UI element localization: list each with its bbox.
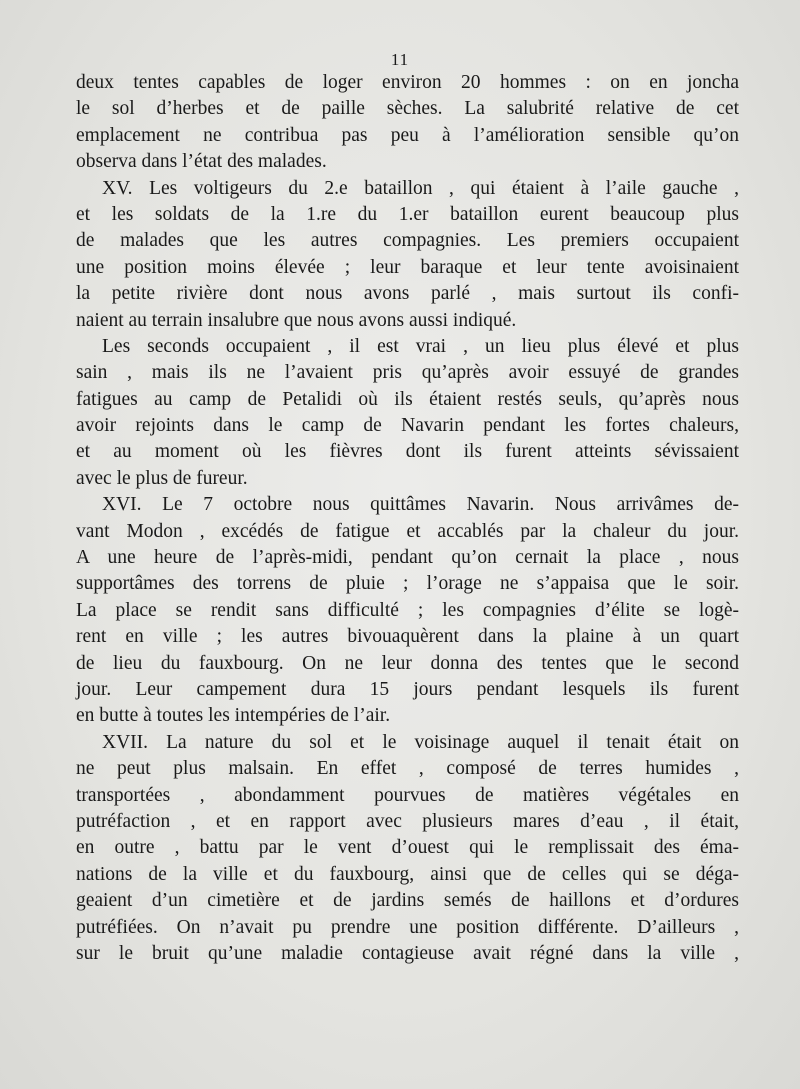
text-line: le sol d’herbes et de paille sèches. La salubrité relative de cet bbox=[76, 98, 739, 120]
text-line: emplacement ne contribua pas peu à l’amélioration sensible qu’on bbox=[76, 124, 739, 146]
text-line: une position moins élevée ; leur baraque et leur tente avoisinaient bbox=[76, 256, 739, 278]
text-line: supportâmes des torrens de pluie ; l’orage ne s’appaisa que le soir. bbox=[76, 573, 739, 595]
text-line: sain , mais ils ne l’avaient pris qu’après avoir essuyé de grandes bbox=[76, 362, 739, 384]
text-line: vant Modon , excédés de fatigue et accablés par la chaleur du jour. bbox=[76, 520, 739, 542]
text-line: ne peut plus malsain. En effet , composé de terres humides , bbox=[76, 758, 739, 780]
text-line: jour. Leur campement dura 15 jours pendant lesquels ils furent bbox=[76, 678, 739, 700]
text-line: transportées , abondamment pourvues de matières végétales en bbox=[76, 784, 739, 806]
text-line: observa dans l’état des malades. bbox=[76, 151, 327, 173]
text-line: geaient d’un cimetière et de jardins semés de haillons et d’ordures bbox=[76, 890, 739, 912]
text-line: nations de la ville et du fauxbourg, ainsi que de celles qui se déga- bbox=[76, 863, 739, 885]
section-heading-line: XVII. La nature du sol et le voisinage auquel il tenait était on bbox=[102, 731, 739, 753]
paragraph-start-line: Les seconds occupaient , il est vrai , un lieu plus élevé et plus bbox=[102, 335, 739, 357]
text-line: et au moment où les fièvres dont ils furent atteints sévissaient bbox=[76, 441, 739, 463]
page-number: 11 bbox=[390, 50, 410, 69]
text-line: en butte à toutes les intempéries de l’air. bbox=[76, 705, 391, 727]
text-line: sur le bruit qu’une maladie contagieuse avait régné dans la ville , bbox=[76, 942, 739, 964]
text-line: La place se rendit sans difficulté ; les compagnies d’élite se logè- bbox=[76, 599, 739, 621]
text-line: avoir rejoints dans le camp de Navarin pendant les fortes chaleurs, bbox=[76, 415, 739, 437]
text-line: putréfiées. On n’avait pu prendre une position différente. D’ailleurs , bbox=[76, 916, 739, 938]
text-line: naient au terrain insalubre que nous avons aussi indiqué. bbox=[76, 309, 517, 331]
body-text bbox=[76, 70, 739, 967]
text-line: fatigues au camp de Petalidi où ils étaient restés seuls, qu’après nous bbox=[76, 388, 739, 410]
text-line: rent en ville ; les autres bivouaquèrent dans la plaine à un quart bbox=[76, 626, 739, 648]
section-heading-line: XV. Les voltigeurs du 2.e bataillon , qui étaient à l’aile gauche , bbox=[102, 177, 739, 199]
text-line: deux tentes capables de loger environ 20 hommes : on en joncha bbox=[76, 72, 739, 93]
text-line: A une heure de l’après-midi, pendant qu’on cernait la place , nous bbox=[76, 547, 739, 569]
text-line: de malades que les autres compagnies. Les premiers occupaient bbox=[76, 230, 739, 252]
text-line: la petite rivière dont nous avons parlé , mais surtout ils confi- bbox=[76, 283, 739, 305]
text-line: putréfaction , et en rapport avec plusieurs mares d’eau , il était, bbox=[76, 810, 739, 832]
text-line: en outre , battu par le vent d’ouest qui le remplissait des éma- bbox=[76, 837, 739, 859]
section-heading-line: XVI. Le 7 octobre nous quittâmes Navarin. Nous arrivâmes de- bbox=[102, 494, 739, 516]
text-line: et les soldats de la 1.re du 1.er bataillon eurent beaucoup plus bbox=[76, 203, 739, 225]
text-line: de lieu du fauxbourg. On ne leur donna des tentes que le second bbox=[76, 652, 739, 674]
text-line: avec le plus de fureur. bbox=[76, 467, 248, 489]
